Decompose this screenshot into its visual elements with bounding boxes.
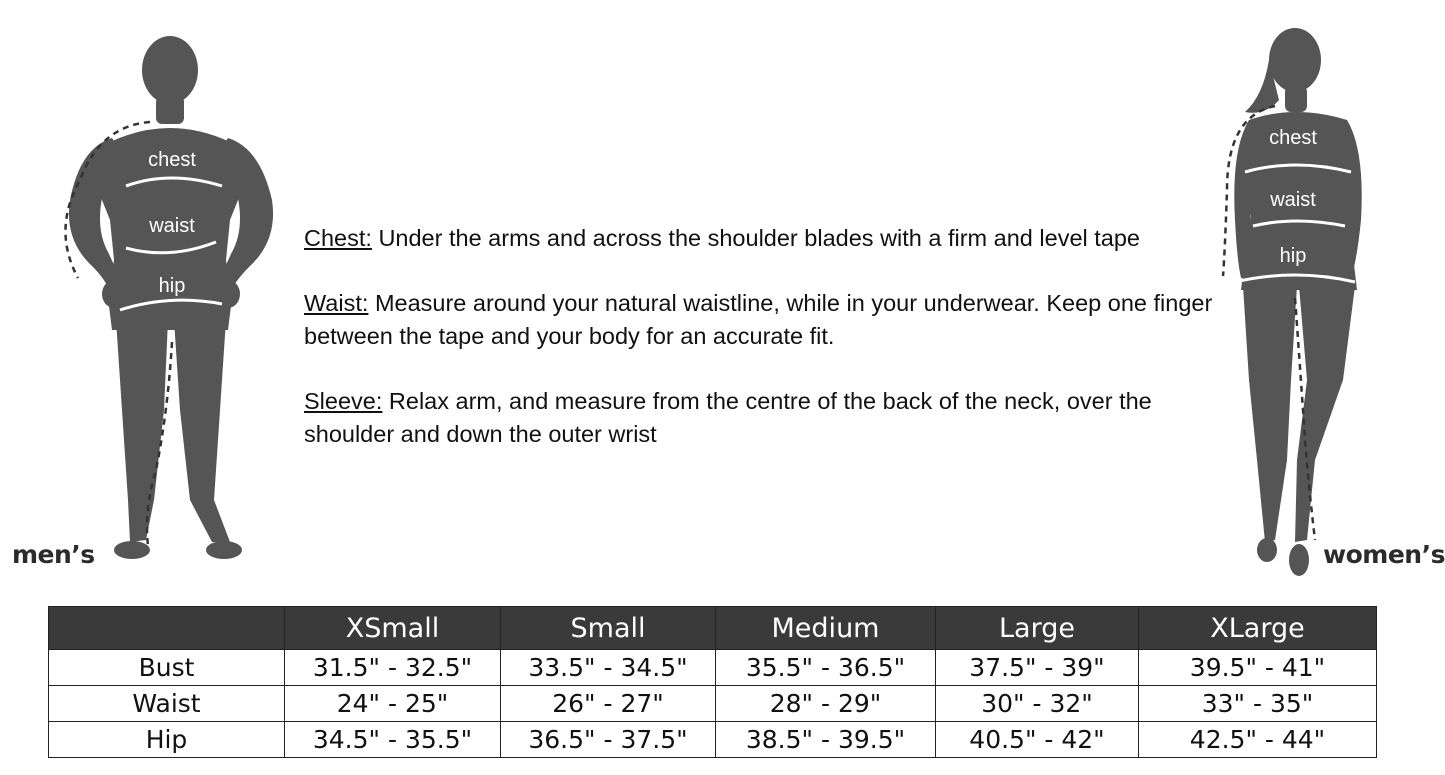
instruction-chest — [304, 222, 1234, 255]
table-cell: 42.5" - 44" — [1139, 722, 1377, 758]
womens-hip-label: hip — [1279, 245, 1307, 267]
womens-caption: women’s — [1323, 540, 1445, 569]
table-cell: 37.5" - 39" — [936, 650, 1139, 686]
mens-waist-label: waist — [149, 215, 195, 237]
table-header-cell: Medium — [716, 607, 936, 650]
instruction-text: Relax arm, and measure from the centre of the back of the neck, over the shoulder and down the outer wrist — [304, 388, 1152, 447]
table-header-cell: XSmall — [285, 607, 501, 650]
instruction-waist — [304, 287, 1234, 353]
mens-chest-label: chest — [148, 149, 196, 171]
table-cell: 39.5" - 41" — [1139, 650, 1377, 686]
row-label: Hip — [49, 722, 285, 758]
table-cell: 24" - 25" — [285, 686, 501, 722]
table-cell: 34.5" - 35.5" — [285, 722, 501, 758]
table-row — [49, 650, 1377, 686]
mens-body-silhouette — [69, 36, 273, 559]
table-cell: 28" - 29" — [716, 686, 936, 722]
table-header-cell: Large — [936, 607, 1139, 650]
row-label: Bust — [49, 650, 285, 686]
table-cell: 31.5" - 32.5" — [285, 650, 501, 686]
womens-body-silhouette — [1234, 28, 1361, 576]
instruction-text: Under the arms and across the shoulder blades with a firm and level tape — [371, 225, 1140, 251]
mens-silhouette-figure — [40, 30, 290, 580]
table-cell: 30" - 32" — [936, 686, 1139, 722]
table-row — [49, 686, 1377, 722]
table-cell: 36.5" - 37.5" — [501, 722, 716, 758]
measurement-instructions — [304, 222, 1234, 483]
table-cell: 38.5" - 39.5" — [716, 722, 936, 758]
table-cell: 35.5" - 36.5" — [716, 650, 936, 686]
table-cell: 33.5" - 34.5" — [501, 650, 716, 686]
womens-chest-label: chest — [1269, 127, 1317, 149]
size-chart-table — [48, 606, 1377, 758]
womens-silhouette-figure — [1205, 20, 1375, 585]
table-header-cell: XLarge — [1139, 607, 1377, 650]
table-header-cell — [49, 607, 285, 650]
table-cell: 26" - 27" — [501, 686, 716, 722]
mens-hip-label: hip — [158, 275, 186, 297]
mens-caption: men’s — [12, 540, 95, 569]
instruction-term: Chest: — [304, 225, 372, 251]
row-label: Waist — [49, 686, 285, 722]
table-cell: 33" - 35" — [1139, 686, 1377, 722]
instruction-sleeve — [304, 385, 1234, 451]
table-row — [49, 722, 1377, 758]
table-header-cell: Small — [501, 607, 716, 650]
instruction-term: Sleeve: — [304, 388, 383, 414]
table-cell: 40.5" - 42" — [936, 722, 1139, 758]
table-header-row — [49, 607, 1377, 650]
instruction-text: Measure around your natural waistline, while in your underwear. Keep one finger between the tape and your body for an accurate fit. — [304, 290, 1213, 349]
instruction-term: Waist: — [304, 290, 369, 316]
womens-waist-label: waist — [1270, 189, 1316, 211]
